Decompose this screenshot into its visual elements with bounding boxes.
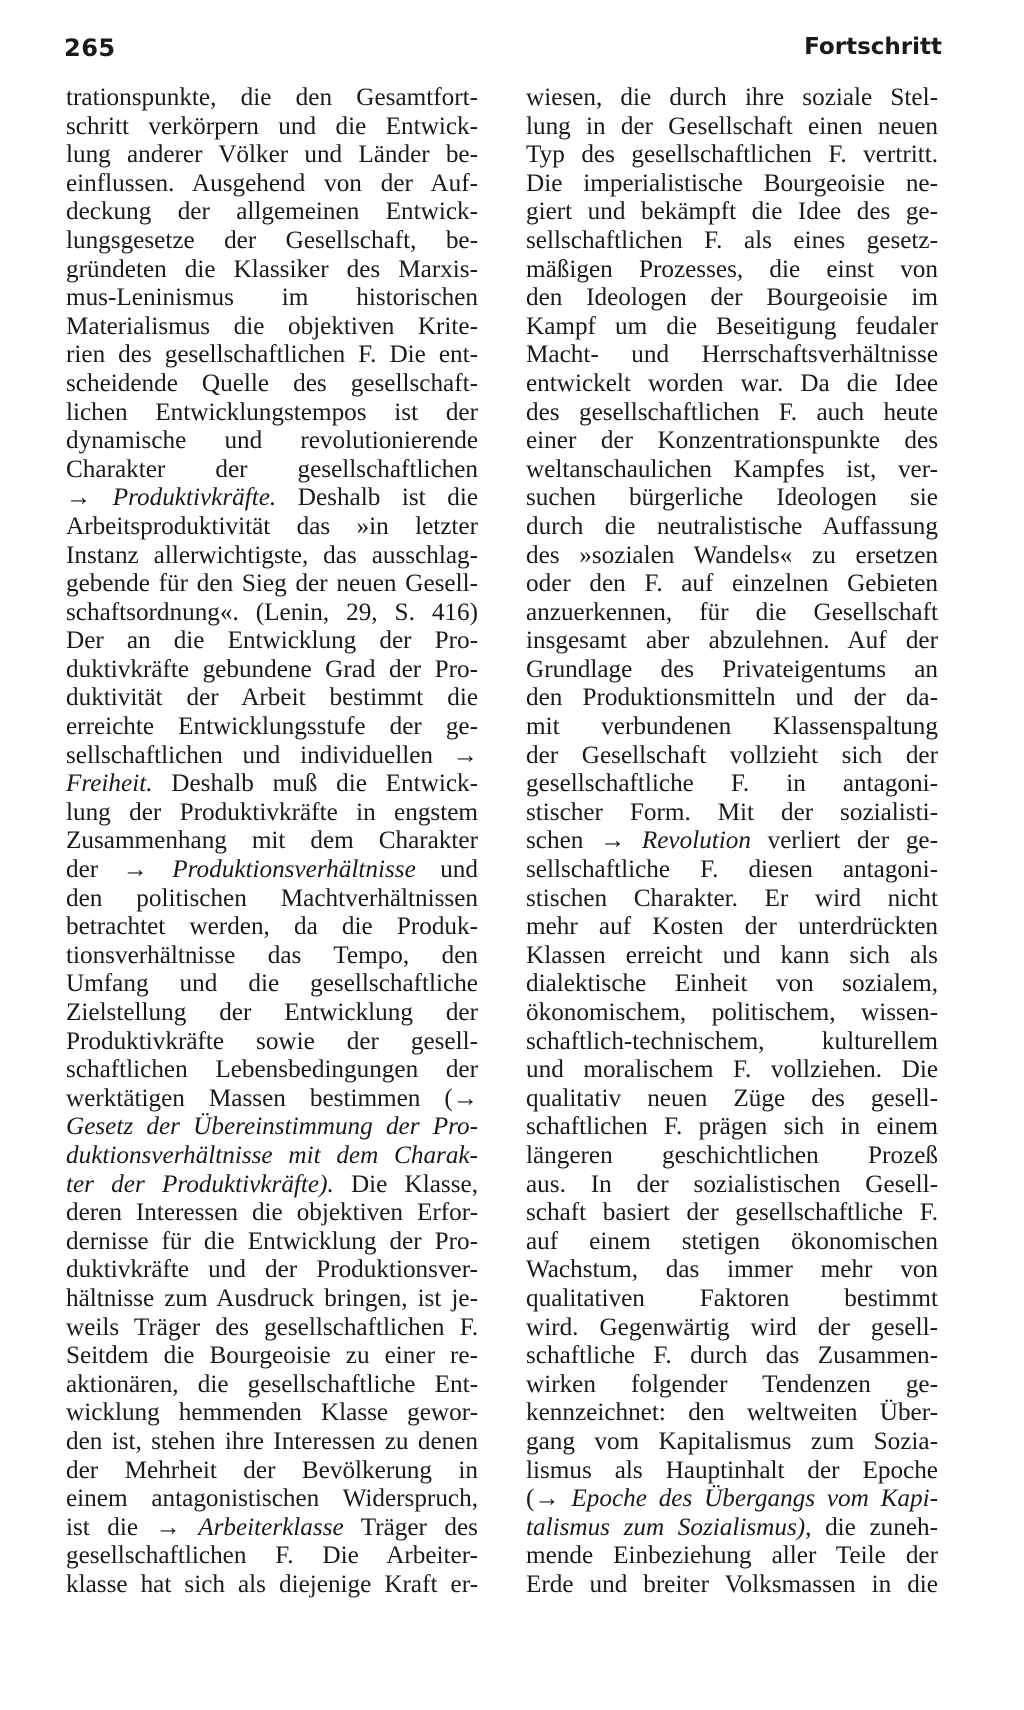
text-run: Grundlage des Privateigentums an xyxy=(526,655,938,683)
text-line xyxy=(526,827,938,856)
text-run: lung anderer Völker und Länder be- xyxy=(66,141,478,169)
text-run: ökonomischem, politischem, wissen- xyxy=(526,999,938,1026)
text-run: Kampf um die Beseitigung feudaler xyxy=(526,312,938,340)
text-line xyxy=(526,256,938,285)
text-line xyxy=(66,284,478,313)
text-line xyxy=(66,913,478,942)
text-line xyxy=(526,427,938,456)
text-run: schen → xyxy=(526,827,642,855)
text-run: weltanschaulichen Kampfes ist, ver- xyxy=(526,455,938,483)
text-run: und moralischem F. vollziehen. Die xyxy=(526,1056,938,1084)
text-line xyxy=(526,1256,938,1285)
text-line xyxy=(526,627,938,656)
text-run: duktivkräfte und der Produktionsver- xyxy=(66,1256,478,1284)
text-run: duktivkräfte gebundene Grad der Pro- xyxy=(66,655,478,683)
text-run: der → xyxy=(66,856,173,884)
text-run: schritt verkörpern und die Entwick- xyxy=(66,112,478,140)
text-run: giert und bekämpft die Idee des ge- xyxy=(526,198,938,226)
text-run: des gesellschaftlichen F. auch heute xyxy=(526,398,938,426)
text-line xyxy=(526,1485,938,1514)
text-run: rien des gesellschaftlichen F. Die ent- xyxy=(66,341,478,369)
cross-reference-text: Produktionsverhältnisse xyxy=(172,856,416,884)
text-line xyxy=(66,198,478,227)
text-run: duktivität der Arbeit bestimmt die xyxy=(66,684,478,712)
text-run: dialektische Einheit von sozialem, xyxy=(526,970,938,998)
cross-reference-text: talismus zum Sozialismus), xyxy=(526,1513,812,1541)
text-run: schaft basiert der gesellschaftliche F. xyxy=(526,1199,938,1227)
text-line xyxy=(526,713,938,742)
text-line xyxy=(526,198,938,227)
text-line xyxy=(526,1428,938,1457)
text-run: mehr auf Kosten der unterdrückten xyxy=(526,913,938,941)
text-line xyxy=(66,427,478,456)
text-line xyxy=(526,1171,938,1200)
text-run: Erde und breiter Volksmassen in die xyxy=(526,1570,938,1598)
text-line xyxy=(66,1171,478,1200)
text-run: und xyxy=(415,856,478,884)
text-line xyxy=(66,1371,478,1400)
text-line xyxy=(526,1056,938,1085)
text-run: stischer Form. Mit der sozialisti- xyxy=(526,798,938,826)
text-line xyxy=(526,1285,938,1314)
text-run: Materialismus die objektiven Krite- xyxy=(66,312,478,340)
text-line xyxy=(526,1228,938,1257)
text-line xyxy=(526,1028,938,1057)
text-line xyxy=(66,970,478,999)
text-run: Seitdem die Bourgeoisie zu einer re- xyxy=(66,1342,478,1370)
text-line xyxy=(66,1199,478,1228)
text-line xyxy=(526,1085,938,1114)
text-line xyxy=(526,1142,938,1171)
text-run: Die Klasse, xyxy=(333,1170,478,1198)
text-run: anzuerkennen, für die Gesellschaft xyxy=(526,598,938,626)
text-run: Der an die Entwicklung der Pro- xyxy=(66,627,478,655)
text-line xyxy=(66,570,478,599)
text-line xyxy=(66,742,478,771)
text-line xyxy=(66,1228,478,1257)
text-run: ist die → xyxy=(66,1513,199,1541)
cross-reference-text: ter der Produktivkräfte). xyxy=(66,1170,334,1198)
text-run: entwickelt worden war. Da die Idee xyxy=(526,369,938,397)
text-run: → xyxy=(66,484,113,512)
text-run: einem antagonistischen Widerspruch, xyxy=(66,1485,478,1513)
text-line xyxy=(66,1514,478,1543)
text-line xyxy=(66,484,478,513)
text-line xyxy=(66,1314,478,1343)
text-line xyxy=(526,885,938,914)
text-line xyxy=(66,656,478,685)
text-line xyxy=(526,799,938,828)
text-run: gesellschaftliche F. in antagoni- xyxy=(526,770,938,798)
text-run: gründeten die Klassiker des Marxis- xyxy=(66,255,478,283)
text-run: suchen bürgerliche Ideologen sie xyxy=(526,484,938,512)
text-line xyxy=(526,84,938,113)
text-line xyxy=(526,313,938,342)
text-line xyxy=(526,1371,938,1400)
text-run: schaftlich-technischem, kulturellem xyxy=(526,1027,938,1055)
text-line xyxy=(66,141,478,170)
text-run: aktionären, die gesellschaftliche Ent- xyxy=(66,1370,478,1398)
text-line xyxy=(66,1342,478,1371)
text-run: oder den F. auf einzelnen Gebieten xyxy=(526,570,938,598)
text-line xyxy=(66,999,478,1028)
text-run: sellschaftliche F. diesen antagoni- xyxy=(526,856,938,884)
text-line xyxy=(526,341,938,370)
text-run: lichen Entwicklungstempos ist der xyxy=(66,398,478,426)
text-run: einflussen. Ausgehend von der Auf- xyxy=(66,169,478,197)
text-run: mäßigen Prozesses, die einst von xyxy=(526,255,938,283)
text-run: Instanz allerwichtigste, das ausschlag- xyxy=(66,541,478,569)
text-line xyxy=(66,856,478,885)
text-line xyxy=(66,713,478,742)
text-line xyxy=(526,484,938,513)
text-run: die zuneh- xyxy=(811,1513,938,1541)
text-line xyxy=(66,1485,478,1514)
text-run: deckung der allgemeinen Entwick- xyxy=(66,198,478,226)
text-run: den Produktionsmitteln und der da- xyxy=(526,684,938,712)
text-line xyxy=(66,1285,478,1314)
text-line xyxy=(526,1514,938,1543)
text-run: Zusammenhang mit dem Charakter xyxy=(66,827,478,855)
text-line xyxy=(66,827,478,856)
text-run: mende Einbeziehung aller Teile der xyxy=(526,1542,938,1570)
text-run: lungsgesetze der Gesellschaft, be- xyxy=(66,226,478,254)
text-run: deren Interessen die objektiven Erfor- xyxy=(66,1199,478,1227)
text-line xyxy=(526,970,938,999)
text-line xyxy=(526,113,938,142)
text-line xyxy=(66,341,478,370)
text-line xyxy=(526,1399,938,1428)
cross-reference-text: Gesetz der Übereinstimmung der Pro- xyxy=(66,1113,478,1141)
text-run: sellschaftlichen und individuellen → xyxy=(66,741,478,769)
text-line xyxy=(66,770,478,799)
text-run: gesellschaftlichen F. Die Arbeiter- xyxy=(66,1542,478,1570)
text-line xyxy=(526,1314,938,1343)
text-line xyxy=(66,113,478,142)
text-run: dynamische und revolutionierende xyxy=(66,427,478,455)
text-line xyxy=(526,856,938,885)
text-line xyxy=(526,684,938,713)
cross-reference-text: Epoche des Übergangs vom Kapi- xyxy=(571,1485,938,1513)
text-line xyxy=(526,284,938,313)
text-line xyxy=(526,742,938,771)
text-line xyxy=(526,513,938,542)
text-run: dernisse für die Entwicklung der Pro- xyxy=(66,1227,478,1255)
cross-reference-text: Produktivkräfte. xyxy=(112,484,277,512)
text-line xyxy=(526,942,938,971)
text-line xyxy=(526,656,938,685)
text-line xyxy=(526,570,938,599)
text-line xyxy=(66,1571,478,1600)
text-run: stischen Charakter. Er wird nicht xyxy=(526,884,938,912)
text-run: schaftliche F. durch das Zusammen- xyxy=(526,1342,938,1370)
text-run: wicklung hemmenden Klasse gewor- xyxy=(66,1399,478,1427)
text-line xyxy=(66,1142,478,1171)
text-line xyxy=(526,456,938,485)
text-run: Klassen erreicht und kann sich als xyxy=(526,941,938,969)
text-line xyxy=(526,1342,938,1371)
text-run: des »sozialen Wandels« zu ersetzen xyxy=(526,541,938,569)
text-run: den Ideologen der Bourgeoisie im xyxy=(526,284,938,312)
text-run: lismus als Hauptinhalt der Epoche xyxy=(526,1456,938,1484)
text-line xyxy=(66,542,478,571)
cross-reference-text: Arbeiterklasse xyxy=(198,1513,344,1541)
text-run: auf einem stetigen ökonomischen xyxy=(526,1227,938,1255)
text-line xyxy=(66,313,478,342)
text-line xyxy=(526,999,938,1028)
text-line xyxy=(526,1113,938,1142)
running-head: Fortschritt xyxy=(804,34,942,60)
text-run: der Mehrheit der Bevölkerung in xyxy=(66,1456,478,1484)
text-line xyxy=(66,1428,478,1457)
text-run: Die imperialistische Bourgeoisie ne- xyxy=(526,169,938,197)
text-run: mit verbundenen Klassenspaltung xyxy=(526,713,938,741)
text-run: betrachtet werden, da die Produk- xyxy=(66,913,478,941)
text-line xyxy=(526,399,938,428)
cross-reference-text: duktionsverhältnisse mit dem Charak- xyxy=(66,1141,478,1169)
text-line xyxy=(526,1542,938,1571)
text-line xyxy=(66,1113,478,1142)
text-run: lung in der Gesellschaft einen neuen xyxy=(526,112,938,140)
text-line xyxy=(526,227,938,256)
text-run: lung der Produktivkräfte in engstem xyxy=(66,798,478,826)
text-run: werktätigen Massen bestimmen (→ xyxy=(66,1084,478,1112)
text-run: schaftlichen Lebensbedingungen der xyxy=(66,1056,478,1084)
text-run: den politischen Machtverhältnissen xyxy=(66,884,478,912)
text-run: der Gesellschaft vollzieht sich der xyxy=(526,741,938,769)
text-run: wiesen, die durch ihre soziale Stel- xyxy=(526,84,938,111)
text-line xyxy=(66,1085,478,1114)
text-run: Deshalb ist die xyxy=(276,484,478,512)
text-line xyxy=(66,885,478,914)
text-run: schaftsordnung«. (Lenin, 29, S. 416) xyxy=(66,598,478,626)
text-run: sellschaftlichen F. als eines gesetz- xyxy=(526,226,938,254)
page-number: 265 xyxy=(64,34,116,62)
text-run: (→ xyxy=(526,1485,572,1513)
text-column-left xyxy=(66,84,478,1599)
text-line xyxy=(66,942,478,971)
text-run: klasse hat sich als diejenige Kraft er- xyxy=(66,1570,478,1598)
text-run: Arbeitsproduktivität das »in letzter xyxy=(66,512,478,540)
text-line xyxy=(526,1199,938,1228)
text-line xyxy=(66,1399,478,1428)
text-line xyxy=(66,684,478,713)
text-line xyxy=(66,1457,478,1486)
text-line xyxy=(526,1571,938,1600)
text-line xyxy=(66,1542,478,1571)
text-run: den ist, stehen ihre Interessen zu denen xyxy=(66,1427,478,1455)
text-line xyxy=(66,84,478,113)
text-run: Zielstellung der Entwicklung der xyxy=(66,999,478,1026)
text-run: einer der Konzentrationspunkte des xyxy=(526,427,938,455)
text-line xyxy=(526,141,938,170)
text-run: längeren geschichtlichen Prozeß xyxy=(526,1141,938,1169)
text-line xyxy=(66,799,478,828)
text-line xyxy=(66,456,478,485)
text-run: Umfang und die gesellschaftliche xyxy=(66,970,478,998)
text-line xyxy=(526,370,938,399)
text-run: tionsverhältnisse das Tempo, den xyxy=(66,941,478,969)
text-run: gebende für den Sieg der neuen Gesell- xyxy=(66,570,478,598)
text-run: wirken folgender Tendenzen ge- xyxy=(526,1370,938,1398)
text-line xyxy=(526,599,938,628)
text-line xyxy=(526,1457,938,1486)
text-line xyxy=(66,399,478,428)
text-run: Typ des gesellschaftlichen F. vertritt. xyxy=(526,141,938,169)
text-run: hältnisse zum Ausdruck bringen, ist je- xyxy=(66,1284,478,1312)
text-run: kennzeichnet: den weltweiten Über- xyxy=(526,1399,938,1427)
text-run: schaftlichen F. prägen sich in einem xyxy=(526,1113,938,1141)
text-run: verliert der ge- xyxy=(750,827,938,855)
text-line xyxy=(526,170,938,199)
text-line xyxy=(66,627,478,656)
text-run: wird. Gegenwärtig wird der gesell- xyxy=(526,1313,938,1341)
text-line xyxy=(66,1056,478,1085)
text-line xyxy=(66,1028,478,1057)
text-line xyxy=(66,170,478,199)
text-run: erreichte Entwicklungsstufe der ge- xyxy=(66,713,478,741)
text-line xyxy=(66,513,478,542)
text-run: Macht- und Herrschaftsverhältnisse xyxy=(526,341,938,369)
text-line xyxy=(66,370,478,399)
text-line xyxy=(526,770,938,799)
text-run: Produktivkräfte sowie der gesell- xyxy=(66,1027,478,1055)
text-run: scheidende Quelle des gesellschaft- xyxy=(66,369,478,397)
cross-reference-text: Revolution xyxy=(641,827,751,855)
text-column-right xyxy=(526,84,938,1599)
text-line xyxy=(526,913,938,942)
text-line xyxy=(66,256,478,285)
text-line xyxy=(66,1256,478,1285)
text-run: trationspunkte, die den Gesamtfort- xyxy=(66,84,478,111)
text-run: weils Träger des gesellschaftlichen F. xyxy=(66,1313,478,1341)
text-run: gang vom Kapitalismus zum Sozia- xyxy=(526,1427,938,1455)
text-run: qualitativen Faktoren bestimmt xyxy=(526,1284,938,1312)
text-line xyxy=(526,542,938,571)
text-run: aus. In der sozialistischen Gesell- xyxy=(526,1170,938,1198)
text-run: qualitativ neuen Züge des gesell- xyxy=(526,1084,938,1112)
text-run: mus-Leninismus im historischen xyxy=(66,284,478,312)
text-run: insgesamt aber abzulehnen. Auf der xyxy=(526,627,938,655)
text-run: durch die neutralistische Auffassung xyxy=(526,512,938,540)
text-line xyxy=(66,227,478,256)
text-run: Träger des xyxy=(343,1513,478,1541)
text-run: Deshalb muß die Entwick- xyxy=(152,770,478,798)
text-line xyxy=(66,599,478,628)
text-run: Wachstum, das immer mehr von xyxy=(526,1256,938,1284)
text-run: Charakter der gesellschaftlichen xyxy=(66,455,478,483)
cross-reference-text: Freiheit. xyxy=(66,770,153,798)
